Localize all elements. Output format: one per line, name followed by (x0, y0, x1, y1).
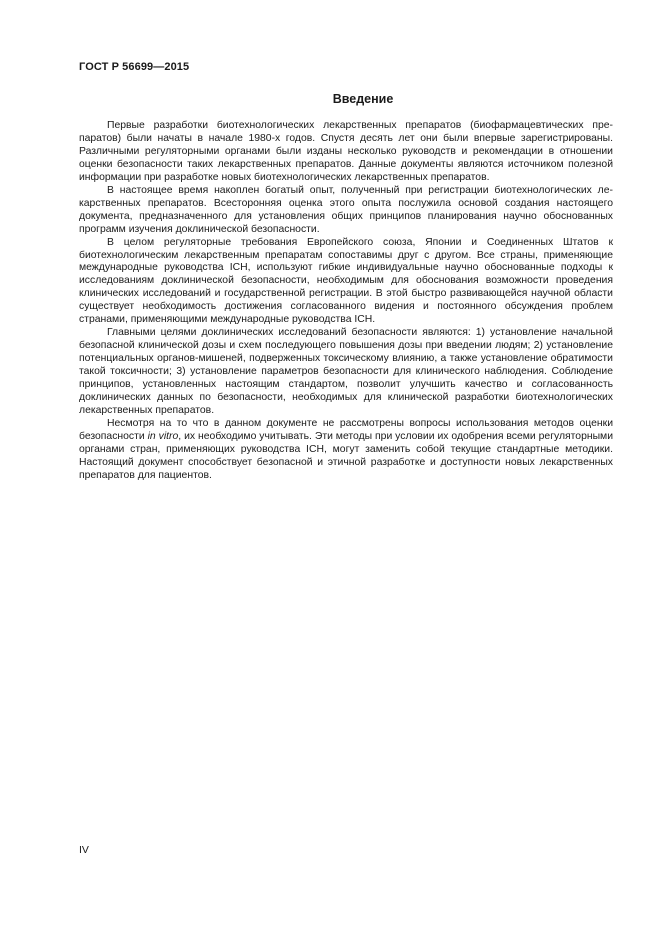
document-code-header: ГОСТ Р 56699—2015 (79, 61, 190, 73)
paragraph-1: Первые разработки биотехнологических лекарственных препаратов (биофармацевтических препаратов) были начаты в начале 1980-х годов. Спустя десять лет они были впервые зарегистрированы. Различными регуляторными органами были изданы несколько руководств и рекомендации в отношении оценки безопасности таких лекарственных препаратов. Данные документы являются источником полезной информации при разработке новых биотехнологических лекарственных препаратов. (79, 120, 613, 183)
paragraph-5-text-after: , их необходимо учитывать. Эти методы при условии их одобрения всеми регуляторными органами стран, применяющих руководства ICH, могут заменить собой текущие стандартные методики. Настоящий документ способствует безопасной и этичной разработке и доступности новых лекарственных препаратов для пациентов. (79, 430, 613, 481)
section-title: Введение (332, 92, 394, 106)
paragraph-2: В настоящее время накоплен богатый опыт, полученный при регистрации биотехнологических лекарственных препаратов. Всесторонняя оценка этого опыта послужила основой создания настоящего документа, предназначенного для установления общих принципов планирования научно обоснованных программ изучения доклинической безопасности. (79, 184, 613, 235)
page-number: IV (79, 844, 89, 856)
paragraph-3: В целом регуляторные требования Европейского союза, Японии и Соединенных Штатов к биотехнологическим лекарственным препаратам сопоставимы друг с другом. Все страны, применяющие международные руководства ICH, используют гибкие индивидуальные научно обоснованные подходы к исследованиям доклинической безопасности, необходимым для обоснования возможности проведения клинических исследований и государственной регистрации. В этой быстро развивающейся научной области существует необходимость достижения согласованного видения и постоянного обсуждения проблем странами, применяющими международные руководства ICH. (79, 236, 613, 326)
paragraph-5-italic-term: in vitro (147, 430, 179, 442)
introduction-body (79, 120, 613, 483)
paragraph-5 (79, 418, 613, 483)
paragraph-5-text-before: Несмотря на то что в данном документе не рассмотрены вопросы использования методов оценки безопасности (79, 417, 613, 442)
paragraph-4: Главными целями доклинических исследований безопасности являются: 1) установление начальной безопасной клинической дозы и схем последующего повышения дозы при введении людям; 2) установление потенциальных органов-мишеней, подверженных токсическому влиянию, а также установление обратимости такой токсичности; 3) установление параметров безопасности для клинического наблюдения. Соблюдение принципов, установленных настоящим стандартом, позволит улучшить качество и согласованность доклинических данных по безопасности, необходимых для клинической разработки биотехнологических лекарственных препаратов. (79, 327, 613, 416)
